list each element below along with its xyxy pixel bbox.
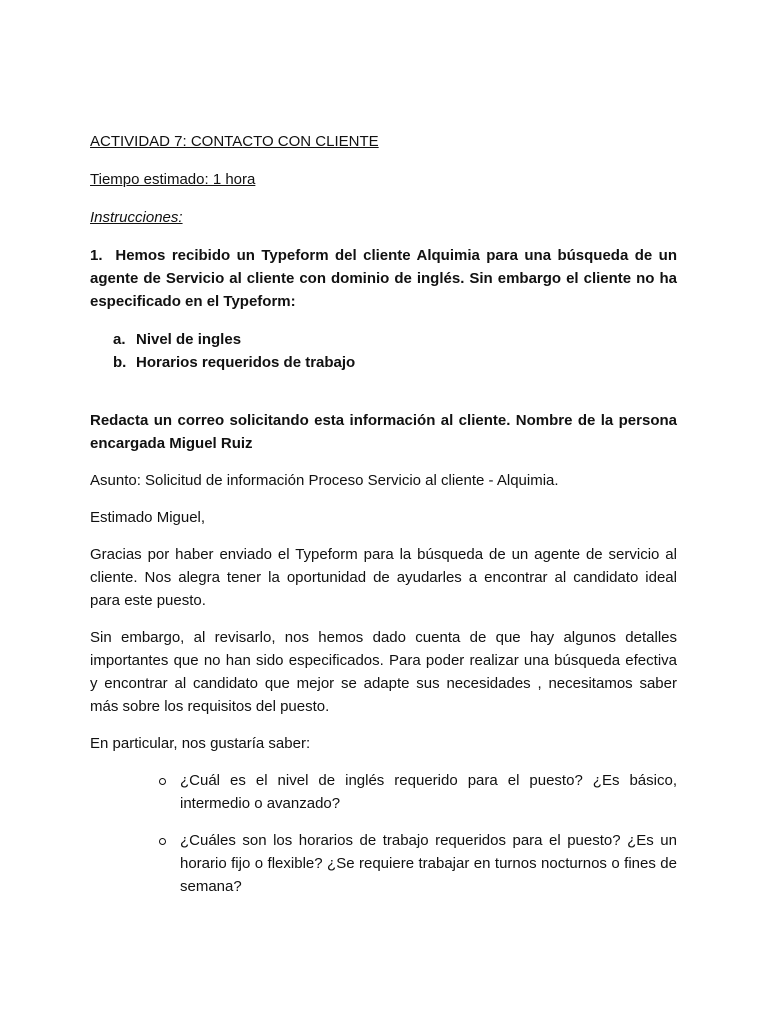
instructions-heading: Instrucciones: <box>90 209 183 226</box>
question-item <box>90 769 677 815</box>
sub-item <box>90 328 677 351</box>
question-list <box>90 769 677 898</box>
activity-title: ACTIVIDAD 7: CONTACTO CON CLIENTE <box>90 133 379 150</box>
document-content <box>90 130 677 912</box>
task-prompt: Redacta un correo solicitando esta información al cliente. Nombre de la persona encargada Miguel Ruiz <box>90 412 677 452</box>
hollow-circle-bullet-icon <box>159 838 166 845</box>
sub-item-marker: b. <box>113 354 127 371</box>
email-paragraph: En particular, nos gustaría saber: <box>90 735 311 752</box>
email-paragraph: Gracias por haber enviado el Typeform para la búsqueda de un agente de servicio al cliente. Nos alegra tener la oportunidad de ayudarles a encontrar al candidato ideal para este puesto. <box>90 546 677 609</box>
sub-item-text: Nivel de ingles <box>136 331 242 348</box>
email-greeting: Estimado Miguel, <box>90 509 206 526</box>
hollow-circle-bullet-icon <box>159 778 166 785</box>
sub-item-marker: a. <box>113 331 126 348</box>
sub-item-text: Horarios requeridos de trabajo <box>136 354 356 371</box>
item-number: 1. <box>90 247 103 264</box>
time-estimate: Tiempo estimado: 1 hora <box>90 171 256 188</box>
sub-item <box>90 351 677 374</box>
instruction-item-1 <box>90 244 677 313</box>
question-item <box>90 829 677 898</box>
sub-item-list <box>90 328 677 374</box>
email-paragraph: Sin embargo, al revisarlo, nos hemos dado cuenta de que hay algunos detalles importantes que no han sido especificados. Para poder realizar una búsqueda efectiva y encontrar al candidato que mejor se adapte sus necesidades , necesitamos saber más sobre los requisitos del puesto. <box>90 629 677 715</box>
question-text: ¿Cuáles son los horarios de trabajo requeridos para el puesto? ¿Es un horario fijo o flexible? ¿Se requiere trabajar en turnos nocturnos o fines de semana? <box>180 832 677 895</box>
item-text: Hemos recibido un Typeform del cliente Alquimia para una búsqueda de un agente de Servicio al cliente con dominio de inglés. Sin embargo el cliente no ha especificado en el Typeform: <box>90 247 677 310</box>
email-subject: Asunto: Solicitud de información Proceso Servicio al cliente - Alquimia. <box>90 472 559 489</box>
question-text: ¿Cuál es el nivel de inglés requerido para el puesto? ¿Es básico, intermedio o avanzado? <box>180 772 677 812</box>
